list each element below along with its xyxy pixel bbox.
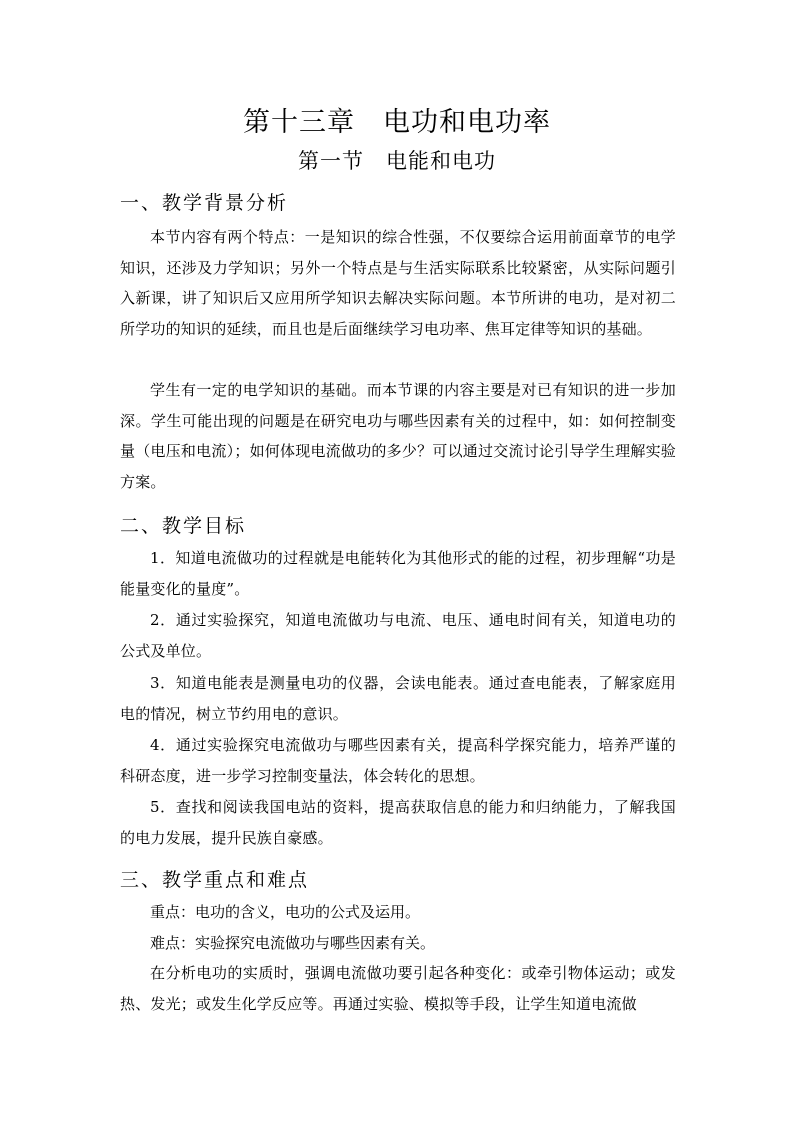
paragraph-background-1: 本节内容有两个特点：一是知识的综合性强，不仅要综合运用前面章节的电学知识，还涉及力学知识；另外一个特点是与生活实际联系比较紧密，从实际问题引入新课，讲了知识后又应用所学知识去解决实际问题。本节所讲的电功，是对初二所学功的知识的延续，而且也是后面继续学习电功率、焦耳定律等知识的基础。	[120, 228, 676, 338]
objective-item-2: 2．通过实验探究，知道电流做功与电流、电压、通电时间有关，知道电功的公式及单位。	[120, 611, 676, 660]
analysis-paragraph: 在分析电功的实质时，强调电流做功要引起各种变化：或牵引物体运动；或发热、发光；或发生化学反应等。再通过实验、模拟等手段，让学生知道电流做	[120, 964, 676, 1013]
difficulty-line: 难点：实验探究电流做功与哪些因素有关。	[150, 934, 436, 952]
objective-item-5: 5．查找和阅读我国电站的资料，提高获取信息的能力和归纳能力，了解我国的电力发展，提升民族自豪感。	[120, 798, 676, 847]
section-heading-key-points: 三、教学重点和难点	[120, 869, 310, 891]
paragraph-background-2: 学生有一定的电学知识的基础。而本节课的内容主要是对已有知识的进一步加深。学生可能出现的问题是在研究电功与哪些因素有关的过程中，如：如何控制变量（电压和电流）；如何体现电流做功的多少？可以通过交流讨论引导学生理解实验方案。	[120, 381, 676, 491]
objective-item-1: 1．知道电流做功的过程就是电能转化为其他形式的能的过程，初步理解“功是能量变化的量度”。	[120, 549, 676, 598]
objective-item-3: 3．知道电能表是测量电功的仪器，会读电能表。通过查电能表，了解家庭用电的情况，树立节约用电的意识。	[120, 674, 676, 723]
section-title: 第一节 电能和电功	[298, 149, 496, 173]
objective-item-4: 4．通过实验探究电流做功与哪些因素有关，提高科学探究能力，培养严谨的科研态度，进一步学习控制变量法，体会转化的思想。	[120, 736, 676, 785]
key-point-line: 重点：电功的含义，电功的公式及运用。	[150, 903, 421, 921]
section-heading-objectives: 二、教学目标	[120, 515, 247, 537]
chapter-title: 第十三章 电功和电功率	[243, 107, 551, 138]
section-heading-background: 一、教学背景分析	[120, 192, 289, 214]
